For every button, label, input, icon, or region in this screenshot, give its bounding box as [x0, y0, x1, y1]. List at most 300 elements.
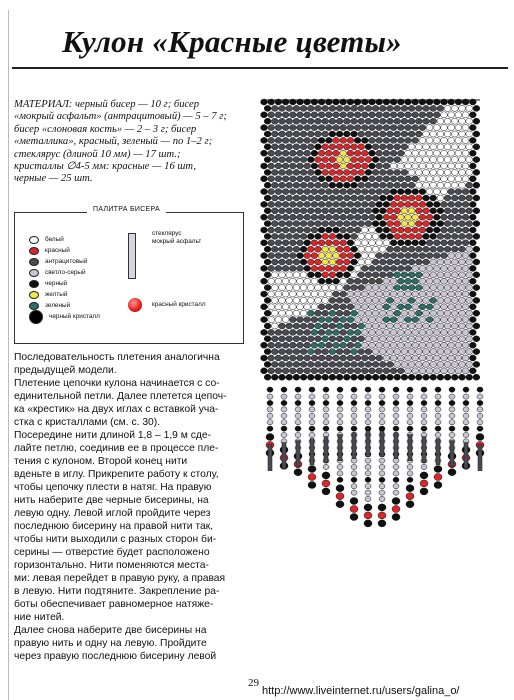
bead — [408, 169, 415, 175]
bead — [329, 246, 336, 252]
bead — [451, 310, 458, 316]
bead — [423, 361, 430, 367]
bead — [297, 291, 304, 297]
bead — [271, 131, 278, 137]
fringe-bugle — [352, 433, 356, 459]
bead — [387, 285, 394, 291]
bead — [433, 189, 440, 195]
bead — [441, 176, 448, 182]
bead — [286, 221, 293, 227]
bead — [333, 112, 340, 118]
text-line: левую одну. Левой иглой пройдите через — [14, 508, 211, 519]
bead — [336, 131, 343, 137]
bead — [275, 253, 282, 259]
bead — [423, 144, 430, 150]
bead — [264, 157, 271, 163]
bead — [315, 310, 322, 316]
bead — [426, 214, 433, 220]
bead — [261, 240, 268, 246]
bead — [365, 272, 372, 278]
fringe-bugle — [436, 439, 440, 465]
bead — [271, 233, 278, 239]
fringe-bead — [337, 477, 343, 482]
bead — [423, 208, 430, 214]
bead — [286, 323, 293, 329]
bead — [279, 208, 286, 214]
bead — [268, 227, 275, 233]
bead — [286, 361, 293, 367]
fringe-bead — [449, 387, 455, 392]
bead — [394, 259, 401, 265]
bead — [401, 182, 408, 188]
bead — [271, 259, 278, 265]
bead — [466, 361, 473, 367]
bead — [473, 169, 480, 175]
fringe-bead — [463, 420, 469, 425]
bead — [426, 240, 433, 246]
bead — [315, 131, 322, 137]
bead — [372, 221, 379, 227]
bead-palette — [14, 206, 244, 344]
bead — [293, 323, 300, 329]
bead — [459, 349, 466, 355]
bead — [293, 131, 300, 137]
bead — [354, 189, 361, 195]
bead — [329, 285, 336, 291]
bead — [333, 278, 340, 284]
bead — [289, 304, 296, 310]
bead — [444, 195, 451, 201]
bead — [311, 278, 318, 284]
fringe-bead — [463, 407, 469, 412]
fringe-bead — [337, 471, 343, 476]
bead — [315, 374, 322, 380]
bead — [408, 361, 415, 367]
bead — [462, 329, 469, 335]
bead — [340, 163, 347, 169]
fringe-bead — [393, 464, 399, 469]
materials-line: бисер «слоновая кость» — 2 – 3 г; бисер — [14, 123, 197, 135]
bead — [455, 304, 462, 310]
bead — [466, 297, 473, 303]
bead — [275, 189, 282, 195]
bead — [451, 208, 458, 214]
bead — [426, 137, 433, 143]
source-url: http://www.liveinternet.ru/users/galina_o/ — [262, 685, 460, 697]
bead — [473, 195, 480, 201]
fringe-bead — [281, 420, 287, 425]
bead — [397, 176, 404, 182]
palette-item — [29, 312, 100, 321]
bead — [351, 285, 358, 291]
bead — [455, 227, 462, 233]
bead — [412, 176, 419, 182]
bead — [354, 291, 361, 297]
bead — [307, 374, 314, 380]
bead — [340, 112, 347, 118]
bead — [340, 317, 347, 323]
bead-swatch — [29, 310, 43, 324]
fringe-black-crystal — [434, 466, 442, 473]
bead — [354, 112, 361, 118]
bead — [379, 105, 386, 111]
bead — [343, 374, 350, 380]
bead — [376, 329, 383, 335]
bead — [354, 342, 361, 348]
bead — [466, 246, 473, 252]
bead — [451, 285, 458, 291]
fringe-bead — [337, 464, 343, 469]
fringe-bead — [477, 426, 483, 431]
bead — [329, 272, 336, 278]
bead — [444, 272, 451, 278]
bead — [394, 131, 401, 137]
fringe-bead — [463, 394, 469, 399]
fringe-black-crystal — [448, 469, 456, 476]
bead — [451, 195, 458, 201]
bead — [286, 246, 293, 252]
fringe-bead — [323, 387, 329, 392]
bead — [441, 214, 448, 220]
bead — [322, 169, 329, 175]
bead — [401, 272, 408, 278]
bead — [390, 189, 397, 195]
bead — [293, 144, 300, 150]
bead — [390, 304, 397, 310]
bead — [419, 137, 426, 143]
bead — [304, 125, 311, 131]
bead — [336, 195, 343, 201]
bead — [365, 246, 372, 252]
bead — [451, 361, 458, 367]
bead — [340, 176, 347, 182]
bead — [300, 259, 307, 265]
bead — [325, 163, 332, 169]
bead — [279, 297, 286, 303]
bead — [444, 259, 451, 265]
bead — [466, 272, 473, 278]
bead — [318, 253, 325, 259]
bead — [261, 189, 268, 195]
fringe-bead — [337, 420, 343, 425]
fringe-black-crystal — [308, 466, 316, 473]
bead — [325, 291, 332, 297]
bead — [383, 125, 390, 131]
bead — [264, 297, 271, 303]
bead — [455, 329, 462, 335]
bead-swatch — [29, 280, 39, 288]
bead — [462, 304, 469, 310]
fringe-bead — [393, 484, 399, 489]
fringe-black-crystal — [308, 482, 316, 489]
bead — [415, 374, 422, 380]
fringe-black-crystal — [420, 488, 428, 495]
bead — [333, 201, 340, 207]
fringe-bugle — [380, 431, 384, 457]
bead — [394, 349, 401, 355]
fringe-bead — [435, 387, 441, 392]
bead — [282, 253, 289, 259]
bead — [311, 240, 318, 246]
fringe-bead — [449, 432, 455, 437]
bead — [264, 259, 271, 265]
bead — [459, 131, 466, 137]
fringe-bead — [365, 400, 371, 405]
bead — [361, 112, 368, 118]
bead — [383, 317, 390, 323]
bead — [419, 150, 426, 156]
bead — [264, 246, 271, 252]
bead — [304, 214, 311, 220]
bead — [315, 336, 322, 342]
bead — [448, 189, 455, 195]
fringe-bugle — [268, 445, 272, 471]
bead — [343, 297, 350, 303]
bead — [361, 150, 368, 156]
bead — [376, 137, 383, 143]
bead — [322, 182, 329, 188]
bead — [405, 201, 412, 207]
palette-item — [29, 290, 67, 299]
bead — [390, 342, 397, 348]
bead — [412, 150, 419, 156]
fringe-bead — [309, 394, 315, 399]
bead — [325, 253, 332, 259]
bead — [444, 118, 451, 124]
bead — [394, 374, 401, 380]
bead — [358, 323, 365, 329]
bead — [437, 336, 444, 342]
bead — [315, 297, 322, 303]
bead — [444, 233, 451, 239]
bead — [469, 189, 476, 195]
bead — [441, 329, 448, 335]
bead — [441, 150, 448, 156]
bead — [365, 285, 372, 291]
bead — [448, 265, 455, 271]
bead — [408, 131, 415, 137]
bead — [279, 349, 286, 355]
bead — [397, 150, 404, 156]
bead — [264, 361, 271, 367]
bead — [376, 278, 383, 284]
bead — [318, 265, 325, 271]
bead — [441, 240, 448, 246]
bead — [275, 317, 282, 323]
bead — [279, 246, 286, 252]
bead — [444, 246, 451, 252]
bead — [282, 201, 289, 207]
bead — [462, 342, 469, 348]
bead — [444, 349, 451, 355]
bead — [315, 233, 322, 239]
bead — [408, 323, 415, 329]
bead — [369, 214, 376, 220]
bead — [311, 227, 318, 233]
bead — [469, 214, 476, 220]
bead — [441, 201, 448, 207]
materials-block — [14, 99, 244, 186]
bead — [397, 355, 404, 361]
fringe-bugle — [394, 433, 398, 459]
bead — [473, 182, 480, 188]
bead — [354, 304, 361, 310]
bead — [419, 329, 426, 335]
bead — [289, 227, 296, 233]
fringe-bead — [351, 420, 357, 425]
fringe-bead — [379, 394, 385, 399]
bead — [340, 265, 347, 271]
bead — [397, 163, 404, 169]
bead — [347, 163, 354, 169]
bead — [293, 285, 300, 291]
bead — [358, 259, 365, 265]
fringe-bead — [477, 420, 483, 425]
bead — [415, 297, 422, 303]
bead — [322, 233, 329, 239]
bead — [300, 233, 307, 239]
fringe-bead — [337, 407, 343, 412]
bead — [264, 208, 271, 214]
fringe-bugle — [422, 437, 426, 463]
bead — [437, 323, 444, 329]
bead — [419, 265, 426, 271]
bead — [264, 144, 271, 150]
bead — [315, 105, 322, 111]
bead — [329, 233, 336, 239]
bead — [361, 227, 368, 233]
bead — [469, 278, 476, 284]
bead — [268, 125, 275, 131]
bead — [430, 361, 437, 367]
fringe-bead — [267, 387, 273, 392]
bead — [419, 355, 426, 361]
bead — [423, 131, 430, 137]
bead — [297, 201, 304, 207]
bead — [430, 105, 437, 111]
bead — [455, 189, 462, 195]
bead — [351, 246, 358, 252]
bead — [343, 169, 350, 175]
bead — [469, 201, 476, 207]
fringe-bead — [407, 400, 413, 405]
bead — [361, 201, 368, 207]
bead — [401, 131, 408, 137]
bead — [261, 355, 268, 361]
bead — [322, 195, 329, 201]
bead — [300, 144, 307, 150]
bead — [455, 291, 462, 297]
bead — [387, 144, 394, 150]
bead — [275, 150, 282, 156]
fringe-bead — [421, 394, 427, 399]
bead — [372, 310, 379, 316]
fringe-bead — [449, 394, 455, 399]
bead — [394, 144, 401, 150]
bead — [397, 112, 404, 118]
bead — [275, 368, 282, 374]
bead — [365, 169, 372, 175]
bead — [455, 355, 462, 361]
bead — [358, 118, 365, 124]
bead — [376, 176, 383, 182]
bead — [261, 176, 268, 182]
bead — [336, 310, 343, 316]
bead — [459, 144, 466, 150]
bead — [343, 157, 350, 163]
bead — [293, 208, 300, 214]
bead — [397, 291, 404, 297]
fringe-bead — [421, 407, 427, 412]
bead — [448, 355, 455, 361]
bead — [261, 329, 268, 335]
fringe-bugle — [450, 441, 454, 467]
bead — [343, 259, 350, 265]
bead — [462, 265, 469, 271]
bead — [379, 259, 386, 265]
bead — [394, 361, 401, 367]
bead — [469, 176, 476, 182]
bead — [318, 304, 325, 310]
bead — [376, 227, 383, 233]
bead — [405, 227, 412, 233]
bead — [433, 137, 440, 143]
bead — [289, 253, 296, 259]
bead — [390, 355, 397, 361]
bead — [289, 137, 296, 143]
bead — [437, 259, 444, 265]
bead — [448, 253, 455, 259]
fringe-bead — [393, 400, 399, 405]
fringe-black-crystal — [392, 514, 400, 521]
bead — [462, 150, 469, 156]
fringe-black-crystal — [406, 501, 414, 508]
fringe-red-crystal — [392, 506, 400, 513]
bead — [361, 125, 368, 131]
bead — [408, 349, 415, 355]
bead — [369, 189, 376, 195]
bead — [430, 169, 437, 175]
bead — [261, 112, 268, 118]
bead — [433, 329, 440, 335]
bead — [401, 246, 408, 252]
materials-line: МАТЕРИАЛ: черный бисер — 10 г; бисер — [14, 99, 200, 110]
bead — [325, 176, 332, 182]
bead — [469, 317, 476, 323]
fringe-bead — [407, 387, 413, 392]
bead — [412, 201, 419, 207]
fringe-black-crystal — [294, 469, 302, 476]
bead — [387, 323, 394, 329]
bead — [412, 368, 419, 374]
bead — [315, 246, 322, 252]
bead — [261, 317, 268, 323]
bead — [426, 355, 433, 361]
fringe-bead — [323, 407, 329, 412]
bead — [376, 112, 383, 118]
bead — [307, 259, 314, 265]
bead — [466, 131, 473, 137]
bead — [297, 189, 304, 195]
bead — [286, 285, 293, 291]
bead — [473, 221, 480, 227]
bead — [426, 304, 433, 310]
bead — [271, 169, 278, 175]
bead — [340, 240, 347, 246]
bead — [401, 195, 408, 201]
bead — [383, 355, 390, 361]
bead — [268, 329, 275, 335]
